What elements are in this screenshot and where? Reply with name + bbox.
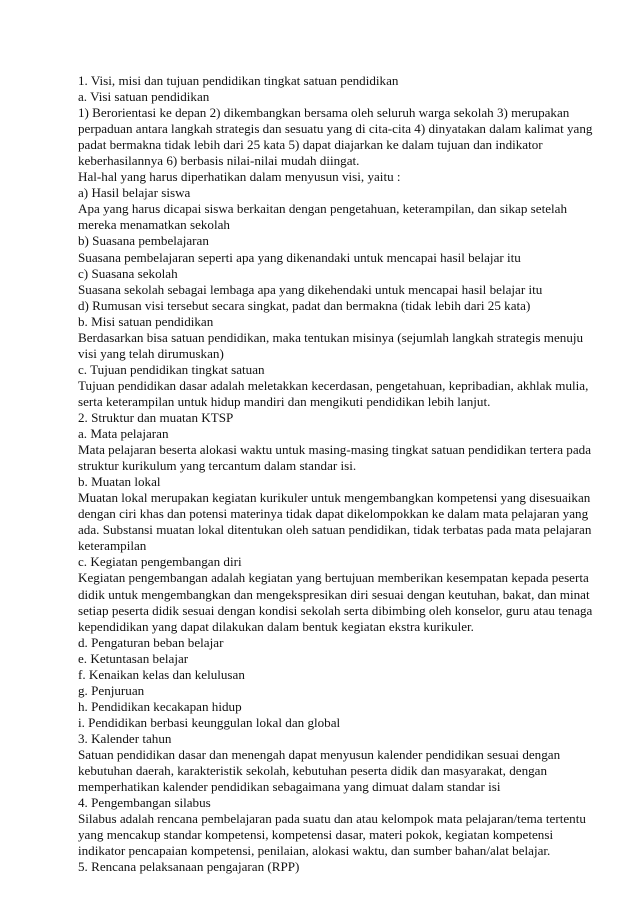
subheading-pengembangan-diri: c. Kegiatan pengembangan diri [78,554,242,570]
list-item-kenaikan-kelas: f. Kenaikan kelas dan kelulusan [78,666,245,682]
list-item-suasana-sekolah: c) Suasana sekolah [78,265,178,281]
section-heading-struktur-ktsp: 2. Struktur dan muatan KTSP [78,409,234,425]
paragraph-suasana-sekolah: Suasana sekolah sebagai lembaga apa yang dikehendaki untuk mencapai hasil belajar itu [78,281,543,297]
list-item-hasil-belajar: a) Hasil belajar siswa [78,185,191,201]
subheading-muatan-lokal: b. Muatan lokal [78,474,161,490]
paragraph-tujuan: Tujuan pendidikan dasar adalah meletakkan kecerdasan, pengetahuan, kepribadian, akhlak mulia, serta keterampilan untuk hidup mandiri dan mengikuti pendidikan lebih lanjut. [78,377,589,409]
section-heading-rpp: 5. Rencana pelaksanaan pengajaran (RPP) [78,859,300,875]
paragraph-misi: Berdasarkan bisa satuan pendidikan, maka tentukan misinya (sejumlah langkah strategis menuju visi yang telah dirumuskan) [78,329,584,361]
paragraph-visi-intro: Hal-hal yang harus diperhatikan dalam menyusun visi, yaitu : [78,169,401,185]
list-item-kecakapan-hidup: h. Pendidikan kecakapan hidup [78,698,242,714]
list-item-beban-belajar: d. Pengaturan beban belajar [78,634,224,650]
subheading-mata-pelajaran: a. Mata pelajaran [78,426,169,442]
section-heading-visi-misi-tujuan: 1. Visi, misi dan tujuan pendidikan tingkat satuan pendidikan [78,73,399,88]
list-item-rumusan-visi: d) Rumusan visi tersebut secara singkat, padat dan bermakna (tidak lebih dari 25 kata) [78,297,531,313]
subheading-misi: b. Misi satuan pendidikan [78,313,214,329]
subheading-tujuan: c. Tujuan pendidikan tingkat satuan [78,361,265,377]
list-item-keunggulan-lokal: i. Pendidikan berbasi keunggulan lokal dan global [78,714,341,730]
paragraph-silabus: Silabus adalah rencana pembelajaran pada suatu dan atau kelompok mata pelajaran/tema tertentu yang mencakup standar kompetensi, kompetensi dasar, materi pokok, kegiatan kompetensi indikator pencapaian kompetensi, penilaian, alokasi waktu, dan sumber bahan/alat belajar. [78,811,586,859]
paragraph-suasana-pembelajaran: Suasana pembelajaran seperti apa yang dikenandaki untuk mencapai hasil belajar itu [78,249,521,265]
subheading-visi: a. Visi satuan pendidikan [78,89,210,105]
paragraph-mata-pelajaran: Mata pelajaran beserta alokasi waktu untuk masing-masing tingkat satuan pendidikan tertera pada struktur kurikulum yang tercantum dalam standar isi. [78,442,592,474]
paragraph-kalender: Satuan pendidikan dasar dan menengah dapat menyusun kalender pendidikan sesuai dengan kebutuhan daerah, karakteristik sekolah, kebutuhan peserta didik dan masyarakat, dengan memperhatikan kalender pendidikan sebagaimana yang dimuat dalam standar isi [78,746,561,795]
paragraph-hasil-belajar: Apa yang harus dicapai siswa berkaitan dengan pengetahuan, keterampilan, dan sikap setelah mereka menamatkan sekolah [78,201,568,233]
paragraph-visi-criteria: 1) Berorientasi ke depan 2) dikembangkan bersama oleh seluruh warga sekolah 3) merupakan perpaduan antara langkah strategis dan sesuatu yang di cita-cita 4) dinyatakan dalam kalimat yang padat bermakna tidak lebih dari 25 kata 5) dapat diajarkan ke dalam tujuan dan indikator keberhasilannya 6) berbasis nilai-nilai mudah diingat. [78,105,593,169]
list-item-suasana-pembelajaran: b) Suasana pembelajaran [78,233,209,249]
list-item-penjuruan: g. Penjuruan [78,682,145,698]
section-heading-silabus: 4. Pengembangan silabus [78,795,211,811]
paragraph-pengembangan-diri: Kegiatan pengembangan adalah kegiatan yang bertujuan memberikan kesempatan kepada peserta didik untuk mengembangkan dan mengekspresikan diri sesuai dengan keutuhan, bakat, dan minat setiap peserta didik sesuai dengan kondisi sekolah serta dibimbing oleh konselor, guru atau tenaga kependidikan yang dapat dilakukan dalam bentuk kegiatan ekstra kurikuler. [78,570,593,634]
section-heading-kalender: 3. Kalender tahun [78,730,172,746]
document-body [78,73,598,875]
list-item-ketuntasan-belajar: e. Ketuntasan belajar [78,650,189,666]
paragraph-muatan-lokal: Muatan lokal merupakan kegiatan kurikuler untuk mengembangkan kompetensi yang disesuaikan dengan ciri khas dan potensi materinya tidak dapat dikelompokkan ke dalam mata pelajaran yang ada. Substansi muatan lokal ditentukan oleh satuan pendidikan, tidak terbatas pada mata pelajaran keterampilan [78,490,592,554]
